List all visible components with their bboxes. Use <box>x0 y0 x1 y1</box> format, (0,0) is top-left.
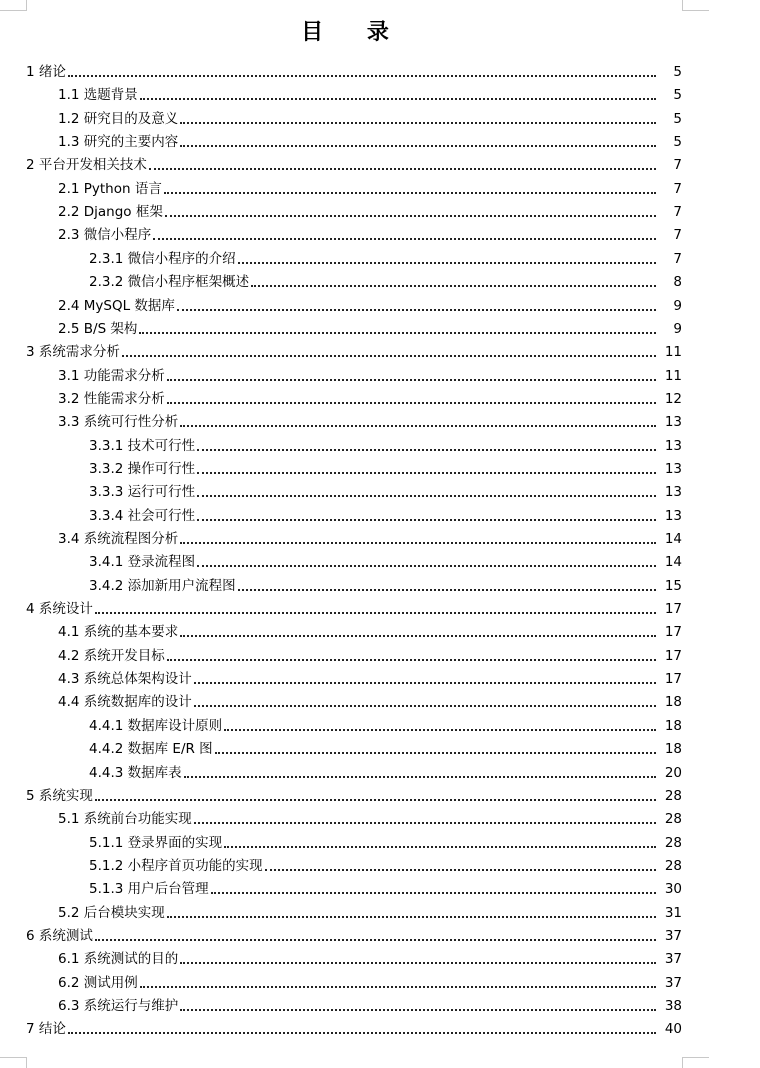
dot-leader <box>180 542 656 544</box>
dot-leader <box>215 752 656 754</box>
toc-entry-title: 7 结论 <box>26 1021 66 1038</box>
toc-entry-title: 2.1 Python 语言 <box>58 180 162 197</box>
toc-entry[interactable] <box>0 922 760 945</box>
toc-entry-title: 4.4.3 数据库表 <box>89 764 182 781</box>
toc-entry-title: 3.4 系统流程图分析 <box>58 531 179 547</box>
toc-entry-page-number: 14 <box>664 554 682 571</box>
toc-entry-title: 2.3.1 微信小程序的介绍 <box>89 250 236 267</box>
toc-entry-title: 3.1 功能需求分析 <box>58 367 165 384</box>
toc-entry-page-number: 13 <box>664 414 682 431</box>
toc-entry-page-number: 28 <box>664 834 682 851</box>
toc-entry-title: 3.3 系统可行性分析 <box>58 414 179 431</box>
toc-entry[interactable] <box>0 128 760 151</box>
toc-entry-title: 3 系统需求分析 <box>26 344 120 361</box>
toc-entry-page-number: 9 <box>673 320 682 337</box>
toc-entry-page-number: 12 <box>664 390 682 407</box>
toc-entry-title: 4.3 系统总体架构设计 <box>58 671 192 688</box>
toc-entry[interactable] <box>0 268 760 291</box>
toc-entry[interactable] <box>0 805 760 828</box>
toc-entry[interactable] <box>0 338 760 361</box>
dot-leader <box>95 612 656 614</box>
toc-entry[interactable] <box>0 595 760 618</box>
toc-entry-title: 5.1.2 小程序首页功能的实现 <box>89 857 263 874</box>
toc-entry-page-number: 9 <box>673 297 682 314</box>
dot-leader <box>149 168 656 170</box>
toc-entry[interactable] <box>0 151 760 174</box>
toc-entry[interactable] <box>0 221 760 244</box>
dot-leader <box>197 495 656 497</box>
toc-entry-title: 2 平台开发相关技术 <box>26 157 147 174</box>
dot-leader <box>197 472 656 474</box>
toc-entry[interactable] <box>0 618 760 641</box>
dot-leader <box>95 799 656 801</box>
toc-entry-title: 3.4.1 登录流程图 <box>89 554 196 571</box>
toc-entry-page-number: 18 <box>664 717 682 734</box>
toc-entry-page-number: 13 <box>664 507 682 524</box>
dot-leader <box>140 98 656 100</box>
dot-leader <box>251 285 656 287</box>
toc-entry-title: 1.3 研究的主要内容 <box>58 134 179 151</box>
toc-entry[interactable] <box>0 852 760 875</box>
toc-entry[interactable] <box>0 875 760 898</box>
toc-entry[interactable] <box>0 525 760 548</box>
toc-entry[interactable] <box>0 385 760 408</box>
dot-leader <box>180 122 656 124</box>
toc-entry[interactable] <box>0 829 760 852</box>
dot-leader <box>165 215 656 217</box>
toc-entry[interactable] <box>0 362 760 385</box>
toc-entry[interactable] <box>0 175 760 198</box>
toc-entry[interactable] <box>0 432 760 455</box>
toc-entry[interactable] <box>0 315 760 338</box>
toc-entry-page-number: 5 <box>673 87 682 104</box>
toc-entry[interactable] <box>0 759 760 782</box>
toc-entry[interactable] <box>0 81 760 104</box>
dot-leader <box>139 332 656 334</box>
toc-entry-page-number: 30 <box>664 881 682 898</box>
toc-entry-page-number: 8 <box>673 274 682 291</box>
toc-entry-title: 1 绪论 <box>26 64 66 80</box>
dot-leader <box>194 705 656 707</box>
toc-entry-page-number: 5 <box>673 64 682 80</box>
toc-entry[interactable] <box>0 548 760 571</box>
toc-entry-title: 3.3.4 社会可行性 <box>89 507 196 524</box>
toc-entry-title: 5.1.1 登录界面的实现 <box>89 834 223 851</box>
toc-entry-title: 2.5 B/S 架构 <box>58 320 138 337</box>
toc-entry-page-number: 17 <box>664 624 682 641</box>
toc-entry-page-number: 37 <box>664 974 682 991</box>
toc-entry-title: 3.2 性能需求分析 <box>58 390 165 407</box>
toc-entry[interactable] <box>0 899 760 922</box>
toc-entry-page-number: 7 <box>673 204 682 221</box>
toc-entry[interactable] <box>0 408 760 431</box>
dot-leader <box>197 565 656 567</box>
toc-entry[interactable] <box>0 688 760 711</box>
toc-entry-title: 4.4.1 数据库设计原则 <box>89 717 223 734</box>
toc-entry-title: 4.4 系统数据库的设计 <box>58 694 192 711</box>
toc-entry-page-number: 13 <box>664 437 682 454</box>
toc-entry-page-number: 28 <box>664 787 682 804</box>
toc-entry-page-number: 7 <box>673 250 682 267</box>
toc-entry[interactable] <box>0 572 760 595</box>
toc-entry-title: 2.2 Django 框架 <box>58 204 163 221</box>
page-corner-mark-top-left <box>0 0 27 11</box>
toc-entry-title: 5 系统实现 <box>26 787 93 804</box>
toc-entry-page-number: 40 <box>664 1021 682 1038</box>
toc-entry-page-number: 17 <box>664 601 682 618</box>
dot-leader <box>140 986 656 988</box>
page-corner-mark-bottom-left <box>0 1057 27 1068</box>
toc-entry-title: 1.1 选题背景 <box>58 87 138 104</box>
toc-entry-page-number: 7 <box>673 180 682 197</box>
toc-entry-title: 3.3.3 运行可行性 <box>89 484 196 501</box>
toc-entry[interactable] <box>0 782 760 805</box>
toc-entry-title: 5.2 后台模块实现 <box>58 904 165 921</box>
toc-entry-page-number: 7 <box>673 227 682 244</box>
dot-leader <box>122 355 656 357</box>
dot-leader <box>194 682 656 684</box>
toc-entry-title: 4.1 系统的基本要求 <box>58 624 179 641</box>
toc-entry-title: 3.3.1 技术可行性 <box>89 437 196 454</box>
dot-leader <box>68 75 656 77</box>
toc-entry-title: 2.3 微信小程序 <box>58 227 152 244</box>
toc-entry-title: 3.3.2 操作可行性 <box>89 460 196 477</box>
toc-entry-page-number: 37 <box>664 927 682 944</box>
toc-entry-title: 4 系统设计 <box>26 601 93 618</box>
toc-entry-title: 3.4.2 添加新用户流程图 <box>89 577 236 594</box>
page-corner-mark-top-right <box>682 0 709 11</box>
toc-entry-page-number: 11 <box>664 367 682 384</box>
toc-entry-page-number: 13 <box>664 460 682 477</box>
dot-leader <box>167 379 656 381</box>
toc-entry-page-number: 28 <box>664 811 682 828</box>
toc-entry-page-number: 7 <box>673 157 682 174</box>
toc-entry-title: 6.3 系统运行与维护 <box>58 998 179 1014</box>
dot-leader <box>180 425 656 427</box>
dot-leader <box>95 939 656 941</box>
toc-entry-page-number: 20 <box>664 764 682 781</box>
toc-entry[interactable] <box>0 502 760 525</box>
toc-entry[interactable] <box>0 665 760 688</box>
dot-leader <box>224 729 656 731</box>
dot-leader <box>224 846 656 848</box>
toc-entry-page-number: 5 <box>673 134 682 151</box>
dot-leader <box>194 822 656 824</box>
toc-entry-page-number: 28 <box>664 857 682 874</box>
dot-leader <box>180 145 656 147</box>
page-title: 目 录 <box>301 20 407 45</box>
toc-entry[interactable] <box>0 198 760 221</box>
toc-entry-title: 1.2 研究目的及意义 <box>58 110 179 127</box>
dot-leader <box>167 916 656 918</box>
toc-entry-title: 5.1.3 用户后台管理 <box>89 881 209 898</box>
toc-entry[interactable] <box>0 992 760 1015</box>
dot-leader <box>265 869 656 871</box>
dot-leader <box>197 519 656 521</box>
toc-entry[interactable] <box>0 945 760 968</box>
toc-entry[interactable] <box>0 712 760 735</box>
toc-entry[interactable] <box>0 58 760 81</box>
toc-entry[interactable] <box>0 245 760 268</box>
toc-entry-page-number: 17 <box>664 671 682 688</box>
dot-leader <box>180 1009 656 1011</box>
toc-entry[interactable] <box>0 735 760 758</box>
toc-entry-title: 5.1 系统前台功能实现 <box>58 811 192 828</box>
toc-entry[interactable] <box>0 642 760 665</box>
toc-entry-title: 6.1 系统测试的目的 <box>58 951 179 968</box>
dot-leader <box>197 449 656 451</box>
toc-entry-title: 4.2 系统开发目标 <box>58 647 165 664</box>
dot-leader <box>211 892 656 894</box>
toc-entry-page-number: 31 <box>664 904 682 921</box>
toc-entry[interactable] <box>0 292 760 315</box>
toc-entry[interactable] <box>0 1015 760 1038</box>
dot-leader <box>184 776 656 778</box>
toc-entry[interactable] <box>0 455 760 478</box>
toc-entry[interactable] <box>0 969 760 992</box>
toc-entry-page-number: 5 <box>673 110 682 127</box>
dot-leader <box>68 1032 656 1034</box>
dot-leader <box>167 402 656 404</box>
dot-leader <box>180 635 656 637</box>
toc-entry-page-number: 17 <box>664 647 682 664</box>
toc-entry[interactable] <box>0 105 760 128</box>
dot-leader <box>164 192 656 194</box>
toc-entry-page-number: 11 <box>664 344 682 361</box>
toc-entry-page-number: 18 <box>664 694 682 711</box>
toc-entry-title: 2.4 MySQL 数据库 <box>58 297 175 314</box>
toc-entry-page-number: 37 <box>664 951 682 968</box>
dot-leader <box>180 962 656 964</box>
toc-entry-title: 4.4.2 数据库 E/R 图 <box>89 741 213 758</box>
toc-entry-title: 6 系统测试 <box>26 927 93 944</box>
dot-leader <box>238 262 656 264</box>
toc-entry[interactable] <box>0 478 760 501</box>
dot-leader <box>153 238 656 240</box>
toc-entry-title: 6.2 测试用例 <box>58 974 138 991</box>
toc-entry-page-number: 38 <box>664 998 682 1014</box>
toc-entry-page-number: 13 <box>664 484 682 501</box>
dot-leader <box>167 659 656 661</box>
page-corner-mark-bottom-right <box>682 1057 709 1068</box>
toc-entry-page-number: 18 <box>664 741 682 758</box>
toc-entry-title: 2.3.2 微信小程序框架概述 <box>89 274 250 291</box>
dot-leader <box>177 309 656 311</box>
toc-entry-page-number: 14 <box>664 531 682 547</box>
toc-entry-page-number: 15 <box>664 577 682 594</box>
dot-leader <box>238 589 656 591</box>
